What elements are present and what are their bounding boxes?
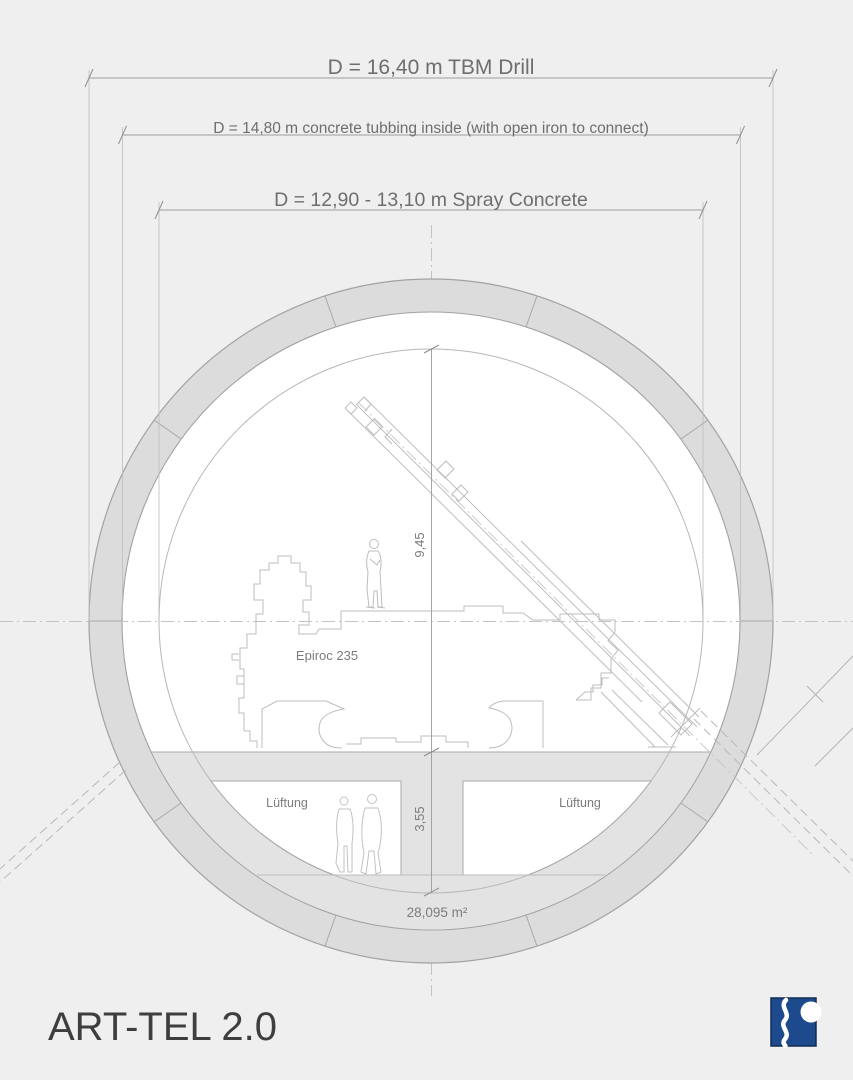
vent-label-right: Lüftung [559,796,601,810]
dim-label-height-upper: 9,45 [412,532,427,558]
logo-circle-icon [801,1002,822,1023]
dim-label-tbm: D = 16,40 m TBM Drill [327,56,535,79]
dim-label-tubbing: D = 14,80 m concrete tubbing inside (with open iron to connect) [213,120,649,137]
area-label: 28,095 m² [406,905,468,920]
machine-label: Epiroc 235 [295,648,359,663]
dim-label-height-lower: 3,55 [412,806,427,832]
vent-label-left: Lüftung [266,796,308,810]
company-logo [771,998,822,1046]
dim-label-spray: D = 12,90 - 13,10 m Spray Concrete [274,189,588,211]
project-title: ART-TEL 2.0 [48,1005,277,1049]
